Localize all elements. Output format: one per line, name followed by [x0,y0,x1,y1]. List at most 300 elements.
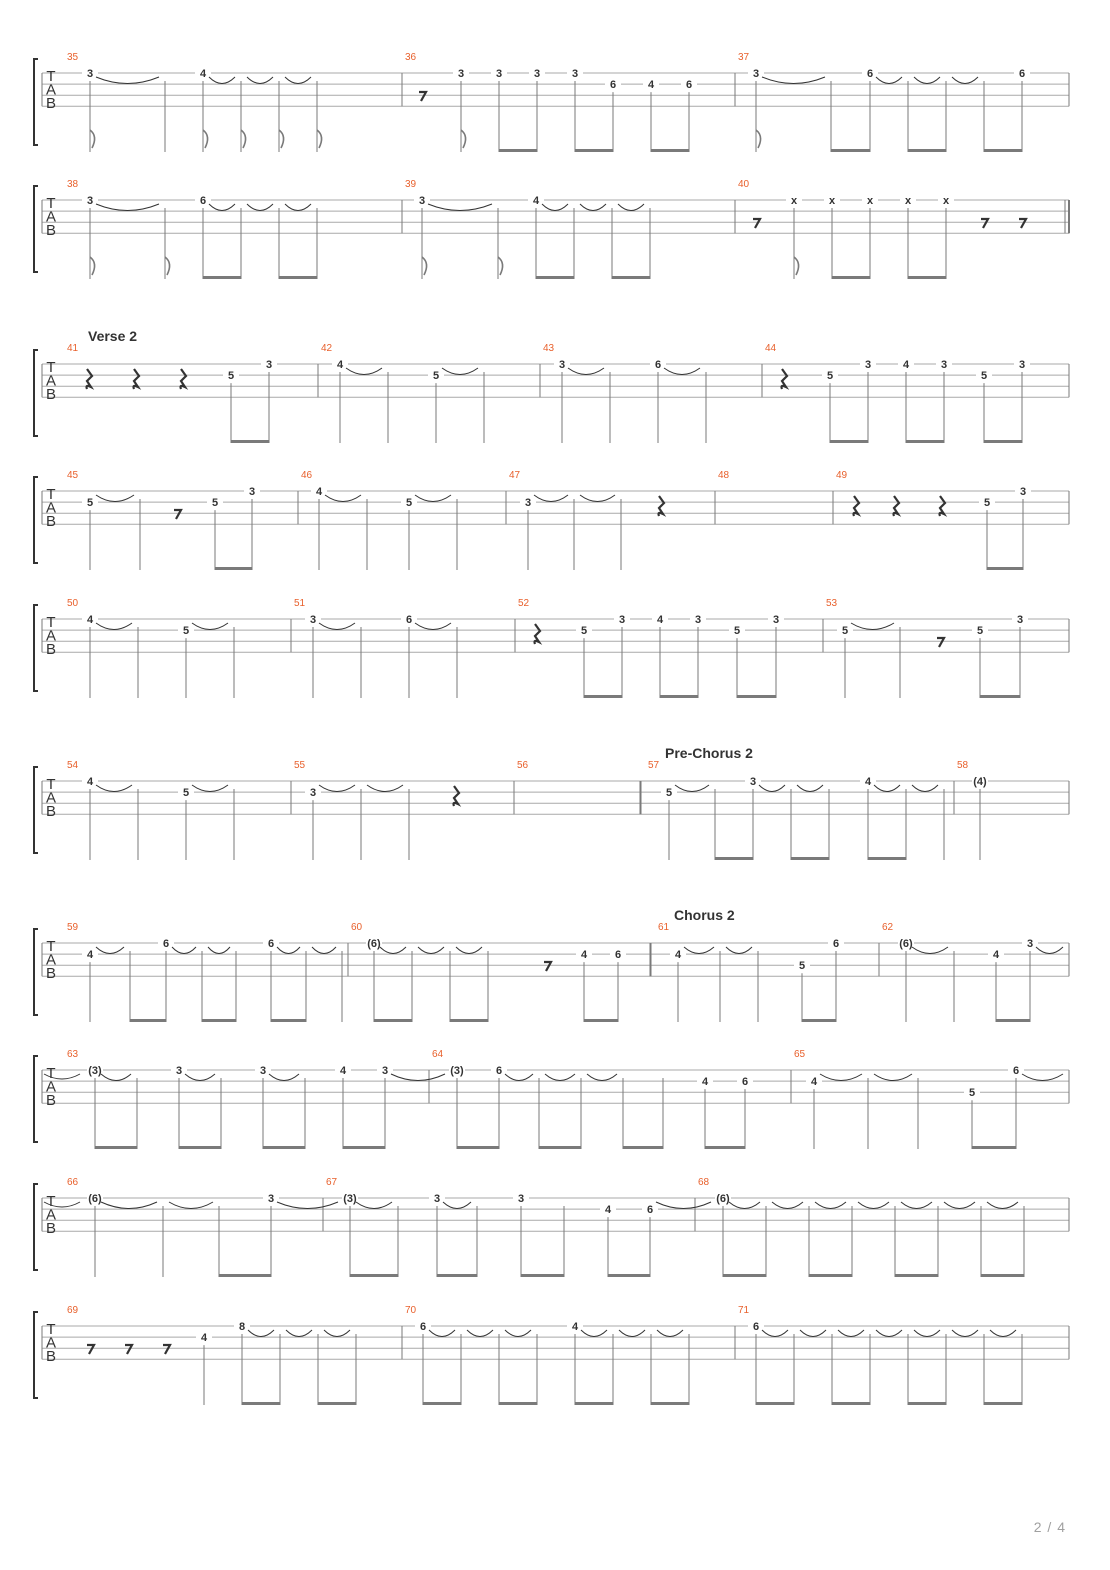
eighth-flag [90,257,95,275]
bar-number: 61 [658,922,670,933]
tie-arc [277,947,300,954]
system-bracket [34,350,38,436]
tie-arc [876,77,902,84]
fret-number: 4 [580,949,588,962]
tie-arc [987,1202,1018,1209]
system-bracket [34,767,38,853]
fret-number: 5 [983,497,991,510]
tab-clef-letter: B [45,1092,57,1109]
fret-number: 3 [558,359,566,371]
fret-number: 4 [86,949,94,962]
tie-arc [876,1330,902,1337]
tie-arc [874,1074,912,1081]
bar-number: 35 [67,52,79,63]
note-beam [984,440,1022,443]
bar-number: 45 [67,470,79,481]
fret-number: x [828,195,836,207]
note-beam [987,567,1023,570]
tab-clef-letter: T [46,359,56,376]
fret-number: 5 [211,497,219,510]
fret-number: (6) [88,1193,102,1205]
eighth-flag [317,130,322,148]
bar-number: 69 [67,1305,79,1316]
bar-number: 55 [294,760,306,771]
tie-arc [209,204,235,211]
tie-arc [581,1330,607,1337]
tie-arc [990,1330,1016,1337]
bar-number: 70 [405,1305,417,1316]
note-beam [737,695,776,698]
tab-clef-letter: B [45,222,57,239]
bar-number: 46 [301,470,313,481]
tie-arc [618,204,644,211]
eighth-rest [419,92,426,101]
fret-number: 3 [309,787,317,800]
fret-number: 3 [495,68,503,80]
tie-arc [285,77,311,84]
note-beam [996,1019,1030,1022]
quarter-rest [940,496,946,516]
note-beam [608,1274,650,1277]
fret-number: 3 [381,1065,389,1077]
tie-arc [759,785,785,792]
tie-arc [247,204,273,211]
bar-number: 50 [67,598,79,609]
tie-arc [874,785,900,792]
tab-clef-letter: T [46,1193,56,1210]
tie-arc [772,1202,803,1209]
note-beam [130,1019,166,1022]
bar-number: 57 [648,760,660,771]
tie-arc [619,1330,645,1337]
tie-arc [96,947,124,954]
bar-number: 36 [405,52,417,63]
fret-number: 3 [1019,486,1027,498]
tie-arc [428,204,492,211]
note-beam [374,1019,412,1022]
section-title: Pre-Chorus 2 [665,745,753,761]
tab-system [34,328,1069,443]
bar-number: 59 [67,922,79,933]
tab-clef-letter: A [45,81,57,99]
quarter-rest [134,369,140,389]
bar-number: 37 [738,52,750,63]
system-bracket [34,605,38,691]
fret-number: 4 [532,195,540,207]
bar-number: 63 [67,1049,79,1060]
note-beam [343,1146,385,1149]
fret-number: 4 [86,776,94,788]
fret-number: 3 [940,359,948,371]
eighth-flag [241,130,246,148]
note-beam [908,1402,946,1405]
fret-number: 3 [86,68,94,80]
tab-system [34,745,1069,860]
fret-number: (6) [899,938,913,950]
note-beam [908,149,946,152]
fret-number: 4 [674,949,682,962]
note-beam [980,695,1020,698]
fret-number: x [904,195,912,207]
system-bracket [34,477,38,563]
bar-number: 58 [957,760,969,771]
bar-number: 71 [738,1305,750,1316]
note-beam [832,1402,870,1405]
fret-number: 4 [864,776,872,788]
tie-arc [269,1074,299,1081]
note-beam [271,1019,306,1022]
tie-arc [1022,1074,1063,1081]
tie-arc [285,204,311,211]
system-bracket [34,1056,38,1142]
tie-arc [96,204,159,211]
tie-arc [656,1202,711,1209]
tab-system [34,907,1069,1022]
tab-clef-letter: B [45,803,57,820]
bar-number: 68 [698,1177,710,1188]
bar-number: 49 [836,470,848,481]
fret-number: 3 [259,1065,267,1077]
tie-arc [534,495,568,502]
fret-number: 4 [199,68,207,80]
tie-arc [944,1202,975,1209]
note-beam [575,1402,613,1405]
fret-number: 3 [749,776,757,788]
fret-number: 6 [199,195,207,207]
fret-number: 6 [866,68,874,80]
note-beam [521,1274,564,1277]
tie-arc [312,947,336,954]
bar-number: 53 [826,598,838,609]
bar-number: 43 [543,343,555,354]
quarter-rest [782,369,788,389]
tab-clef-letter: A [45,627,57,645]
tie-arc [172,947,196,954]
bar-number: 40 [738,179,750,190]
note-beam [575,149,613,152]
eighth-flag [165,257,170,275]
tab-system [34,598,1069,698]
bar-number: 65 [794,1049,806,1060]
note-beam [279,276,317,279]
fret-number: 6 [1018,68,1026,80]
fret-number: 5 [798,960,806,973]
bar-number: 66 [67,1177,79,1188]
tie-arc [467,1330,493,1337]
tie-arc [209,77,235,84]
fret-number: 5 [733,625,741,638]
tie-arc [192,785,228,792]
bar-number: 41 [67,343,79,354]
tab-clef-letter: T [46,776,56,793]
tab-clef-letter: A [45,789,57,807]
fret-number: 3 [175,1065,183,1077]
fret-number: 6 [685,79,693,92]
note-beam [95,1146,137,1149]
fret-number: 4 [656,614,664,626]
fret-number: (3) [450,1065,464,1077]
note-beam [536,276,574,279]
fret-number: 3 [752,68,760,80]
tie-arc [443,1202,471,1209]
tie-arc [914,77,940,84]
fret-number: 3 [694,614,702,626]
fret-number: 6 [752,1321,760,1333]
tie-arc [415,623,451,630]
note-beam [499,149,537,152]
tie-arc [442,368,478,375]
tab-clef-letter: B [45,1220,57,1237]
fret-number: 3 [248,486,256,498]
note-beam [791,857,829,860]
fret-number: 4 [86,614,94,626]
eighth-rest [163,1345,170,1354]
fret-number: 5 [968,1087,976,1100]
tab-clef-letter: T [46,68,56,85]
tab-clef-letter: A [45,1334,57,1352]
eighth-flag [756,130,761,148]
tie-arc [380,947,406,954]
tie-arc [415,495,451,502]
note-beam [423,1402,461,1405]
bar-number: 67 [326,1177,338,1188]
note-beam [831,149,870,152]
tie-arc [800,1330,826,1337]
tie-arc [851,623,894,630]
bar-number: 38 [67,179,79,190]
note-beam [651,149,689,152]
fret-number: (4) [973,776,987,788]
tie-arc [914,1330,940,1337]
system-bracket [34,59,38,145]
tie-arc [391,1074,445,1081]
tab-system [34,179,1069,279]
tie-arc [1036,947,1063,954]
tab-clef-letter: T [46,938,56,955]
fret-number: 6 [405,614,413,626]
tab-system [34,1049,1069,1149]
fret-number: 3 [433,1193,441,1205]
quarter-rest [535,624,541,644]
tie-arc [726,947,752,954]
fret-number: 6 [495,1065,503,1077]
fret-number: 4 [647,79,655,92]
tab-clef-letter: T [46,1065,56,1082]
note-beam [318,1402,356,1405]
tie-arc [762,1330,788,1337]
fret-number: x [866,195,874,207]
bar-number: 62 [882,922,894,933]
note-beam [231,440,269,443]
tie-arc [319,785,355,792]
fret-number: 6 [646,1204,654,1217]
fret-number: 6 [162,938,170,950]
fret-number: 3 [1018,359,1026,371]
tie-arc [169,1202,213,1209]
fret-number: 6 [832,938,840,950]
tab-clef-letter: A [45,372,57,390]
fret-number: 5 [580,625,588,638]
system-bracket [34,1184,38,1270]
fret-number: (3) [88,1065,102,1077]
bar-number: 44 [765,343,777,354]
fret-number: 4 [339,1065,347,1077]
eighth-rest [544,962,551,971]
tie-arc [248,1330,274,1337]
fret-number: 3 [772,614,780,626]
fret-number: 3 [265,359,273,371]
fret-number: 4 [810,1076,818,1089]
fret-number: 3 [571,68,579,80]
system-bracket [34,929,38,1015]
fret-number: 6 [654,359,662,371]
fret-number: 3 [618,614,626,626]
tab-system [34,52,1069,152]
note-beam [651,1402,689,1405]
fret-number: 6 [267,938,275,950]
note-beam [972,1146,1016,1149]
fret-number: 3 [533,68,541,80]
fret-number: (6) [716,1193,730,1205]
note-beam [830,440,868,443]
fret-number: 3 [267,1193,275,1205]
eighth-flag [461,130,466,148]
note-beam [584,695,622,698]
tie-arc [657,1330,683,1337]
tie-arc [858,1202,889,1209]
tie-arc [356,1202,392,1209]
tie-arc [912,947,948,954]
note-beam [906,440,944,443]
system-bracket [34,1312,38,1398]
note-beam [809,1274,852,1277]
tie-arc [684,947,714,954]
tie-arc [505,1074,533,1081]
fret-number: 6 [1012,1065,1020,1077]
eighth-flag [90,130,95,148]
fret-number: 4 [571,1321,579,1333]
bar-number: 54 [67,760,79,771]
note-beam [756,1402,794,1405]
note-beam [179,1146,221,1149]
fret-number: 8 [238,1321,246,1333]
bar-number: 52 [518,598,530,609]
fret-number: 3 [1016,614,1024,626]
bar-number: 48 [718,470,730,481]
fret-number: (6) [367,938,381,950]
tab-system [34,1305,1069,1405]
fret-number: 5 [665,787,673,800]
tie-arc [96,623,132,630]
tie-arc [580,495,615,502]
fret-number: 5 [182,787,190,800]
tab-clef-letter: B [45,641,57,658]
note-beam [715,857,753,860]
page-number: 2 / 4 [1033,1519,1066,1535]
eighth-rest [937,638,944,647]
eighth-flag [422,257,427,275]
tab-clef-letter: T [46,1321,56,1338]
tie-arc [429,1330,455,1337]
note-beam [802,1019,836,1022]
fret-number: 4 [701,1076,709,1089]
eighth-rest [981,219,988,228]
tie-arc [664,368,700,375]
fret-number: 6 [741,1076,749,1089]
note-beam [203,276,241,279]
tie-arc [101,1202,157,1209]
tab-clef-letter: A [45,499,57,517]
note-beam [705,1146,745,1149]
note-beam [437,1274,477,1277]
tab-clef-letter: B [45,95,57,112]
tie-arc [542,204,568,211]
quarter-rest [854,496,860,516]
note-beam [350,1274,398,1277]
tie-arc [96,77,159,84]
tie-arc [568,368,604,375]
bar-number: 42 [321,343,333,354]
tie-arc [456,947,482,954]
fret-number: 5 [976,625,984,638]
fret-number: 3 [524,497,532,510]
tab-clef-letter: A [45,208,57,226]
fret-number: 5 [826,370,834,383]
quarter-rest [454,786,460,806]
note-beam [499,1402,537,1405]
note-beam [660,695,698,698]
note-beam [981,1274,1024,1277]
tie-arc [286,1330,312,1337]
tie-arc [820,1074,862,1081]
fret-number: 3 [309,614,317,626]
note-beam [457,1146,499,1149]
note-beam [215,567,252,570]
fret-number: 5 [980,370,988,383]
note-beam [263,1146,305,1149]
note-beam [219,1274,271,1277]
tie-arc [505,1330,531,1337]
tab-system [34,470,1069,570]
tie-arc [797,785,823,792]
note-beam [895,1274,938,1277]
tie-arc [367,785,403,792]
fret-number: 3 [457,68,465,80]
tab-clef-letter: B [45,386,57,403]
fret-number: 4 [902,359,910,371]
tab-clef-letter: T [46,195,56,212]
tie-arc [815,1202,846,1209]
note-beam [832,276,870,279]
bar-number: 51 [294,598,306,609]
fret-number: 3 [418,195,426,207]
fret-number: 5 [227,370,235,383]
fret-number: 3 [86,195,94,207]
fret-number: x [942,195,950,207]
tie-arc [587,1074,617,1081]
tie-arc [545,1074,575,1081]
quarter-rest [894,496,900,516]
tie-arc [838,1330,864,1337]
fret-number: 4 [604,1204,612,1217]
tie-arc [208,947,230,954]
section-title: Verse 2 [88,328,138,344]
fret-number: 6 [609,79,617,92]
note-beam [612,276,650,279]
note-beam [908,276,946,279]
eighth-flag [498,257,503,275]
tab-clef-letter: A [45,951,57,969]
